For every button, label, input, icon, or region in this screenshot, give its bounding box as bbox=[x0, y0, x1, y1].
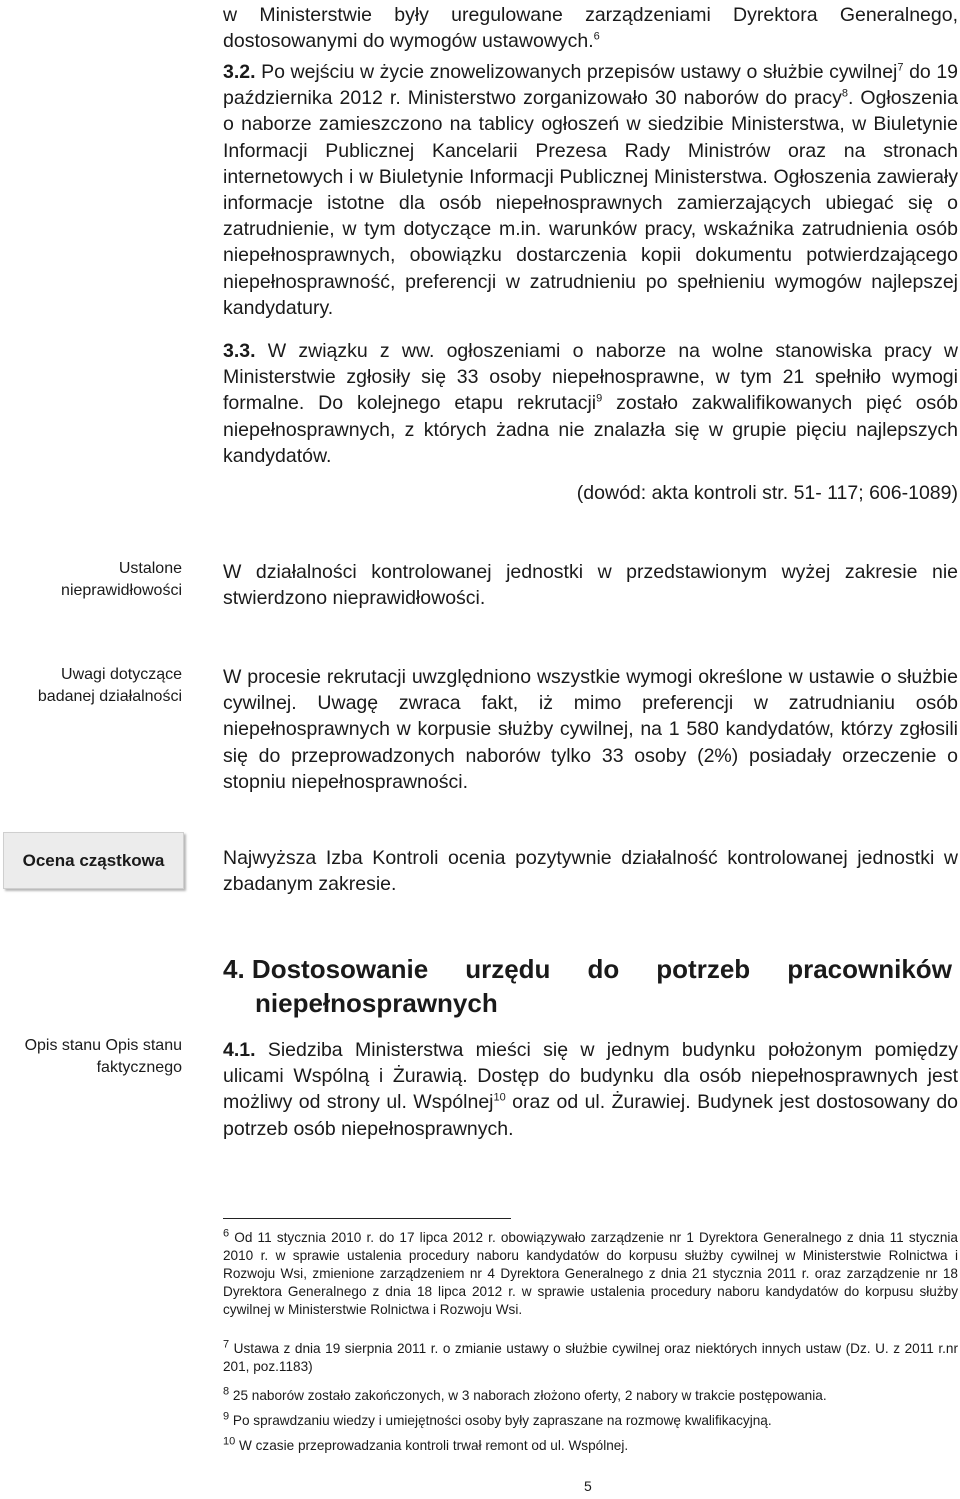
heading-number: 4. bbox=[223, 954, 245, 984]
remarks-text: W procesie rekrutacji uwzględniono wszystkie wymogi określone w ustawie o służbie cywilnej. Uwagę zwraca fakt, iż mimo preferencji w zatrudnianiu osób niepełnosprawnych w korpusie służby cywilnej, na 1 580 kandydatów, którzy zgłosili się do przeprowadzonych naborów tylko 33 osoby (2%) posiadały orzeczenie o stopniu niepełnosprawności. bbox=[223, 666, 958, 793]
section-number: 4.1. bbox=[223, 1039, 256, 1061]
footnote-text: Ustawa z dnia 19 sierpnia 2011 r. o zmianie ustawy o służbie cywilnej oraz niektórych innych ustaw (Dz. U. z 2011 r.nr 201, poz.1183) bbox=[223, 1341, 958, 1374]
factual-state-label: Opis stanu Opis stanu faktycznego bbox=[24, 1037, 182, 1076]
page-number: 5 bbox=[584, 1478, 592, 1494]
heading-title-continued: niepełnosprawnych bbox=[255, 988, 498, 1018]
footnote-7 bbox=[223, 1340, 958, 1376]
irregularities-label: Ustalone nieprawidłowości bbox=[61, 560, 182, 599]
footnote-10 bbox=[223, 1437, 958, 1455]
section-3-2 bbox=[223, 59, 958, 321]
section-text: W związku z ww. ogłoszeniami o naborze na wolne stanowiska pracy w Ministerstwie zgłosiły się 33 osoby niepełnosprawne, w tym 21 spełniło wymogi formalne. Do kolejnego etapu rekrutacji bbox=[223, 340, 959, 415]
section-text: zostało zakwalifikowanych pięć osób niepełnosprawnych, z których żadna nie znalazła się w grupie pięciu najlepszych kandydatów. bbox=[223, 392, 958, 467]
section-text: Po wejściu w życie znowelizowanych przepisów ustawy o służbie cywilnej bbox=[261, 61, 898, 83]
footnote-number: 6 bbox=[223, 1227, 230, 1240]
footnote-ref-6[interactable]: 6 bbox=[593, 30, 600, 43]
footnote-number: 9 bbox=[223, 1410, 230, 1423]
intro-text: w Ministerstwie były uregulowane zarządzeniami Dyrektora Generalnego, dostosowanymi do wymogów ustawowych. bbox=[223, 4, 958, 53]
section-4-heading bbox=[223, 952, 958, 1020]
footnote-text: Po sprawdzaniu wiedzy i umiejętności osoby były zapraszane na rozmowę kwalifikacyjną. bbox=[232, 1413, 772, 1428]
footnote-divider bbox=[223, 1218, 511, 1219]
evidence-note bbox=[223, 480, 958, 506]
footnote-text: Od 11 stycznia 2010 r. do 17 lipca 2012 r. obowiązywało zarządzenie nr 1 Dyrektora Generalnego z dnia 11 stycznia 2010 r. w sprawie ustalenia procedury naboru kandydatów do korpusu służby cywilnej w Ministerstwie Rolnictwa i Rozwoju Wsi, zmienione zarządzeniem nr 4 Dyrektora Generalnego z dnia 21 stycznia 2011 r. oraz zarządzenie nr 18 Dyrektora Generalnego z dnia 18 lipca 2012 r. w sprawie ustalenia procedury naboru kandydatów do korpusu służby cywilnej w Ministerstwie Rolnictwa i Rozwoju Wsi. bbox=[223, 1230, 958, 1317]
section-3-3 bbox=[223, 338, 958, 469]
footnote-6 bbox=[223, 1229, 958, 1319]
footnote-8 bbox=[223, 1387, 958, 1405]
section-text: oraz od ul. Żurawiej. Budynek jest dostosowany do potrzeb osób niepełnosprawnych. bbox=[223, 1091, 959, 1140]
assessment-section bbox=[223, 845, 958, 897]
assessment-label: Ocena cząstkowa bbox=[22, 850, 165, 870]
section-number: 3.2. bbox=[223, 61, 256, 83]
irregularities-text: W działalności kontrolowanej jednostki w przedstawionym wyżej zakresie nie stwierdzono nieprawidłowości. bbox=[223, 561, 958, 610]
footnote-ref-7[interactable]: 7 bbox=[897, 61, 904, 74]
section-text: Siedziba Ministerstwa mieści się w jednym budynku położonym pomiędzy ulicami Wspólną i Żurawią. Dostęp do budynku dla osób niepełnosprawnych jest możliwy od strony ul. Wspólnej bbox=[223, 1039, 959, 1114]
footnote-9 bbox=[223, 1412, 958, 1430]
remarks-label: Uwagi dotyczące badanej działalności bbox=[37, 666, 182, 705]
intro-paragraph bbox=[223, 2, 958, 54]
footnote-text: 25 naborów zostało zakończonych, w 3 naborach złożono oferty, 2 nabory w trakcie postępowania. bbox=[232, 1388, 827, 1403]
heading-title: Dostosowanie urzędu do potrzeb pracowników bbox=[251, 954, 952, 984]
footnote-text: W czasie przeprowadzania kontroli trwał remont od ul. Wspólnej. bbox=[239, 1438, 629, 1453]
footnote-number: 7 bbox=[223, 1338, 230, 1351]
assessment-text: Najwyższa Izba Kontroli ocenia pozytywnie działalność kontrolowanej jednostki w zbadanym zakresie. bbox=[223, 847, 958, 896]
section-text: do 19 października 2012 r. Ministerstwo zorganizowało 30 naborów do pracy bbox=[223, 61, 959, 110]
irregularities-section bbox=[223, 559, 958, 611]
section-4-1 bbox=[223, 1037, 958, 1142]
footnote-ref-8[interactable]: 8 bbox=[841, 87, 848, 100]
remarks-section bbox=[223, 664, 958, 795]
section-number: 3.3. bbox=[223, 340, 256, 362]
footnote-number: 10 bbox=[223, 1435, 236, 1448]
footnote-ref-9[interactable]: 9 bbox=[596, 392, 603, 405]
section-text: . Ogłoszenia o naborze zamieszczono na tablicy ogłoszeń w siedzibie Ministerstwa, w Biuletynie Informacji Publicznej Kancelarii Prezesa Rady Ministrów oraz na stronach internetowych i w Biuletynie Informacji Publicznej Ministerstwa. Ogłoszenia zawierały informacje istotne dla osób niepełnosprawnych zamierzających ubiegać się o zatrudnienie, w tym dotyczące m.in. warunków pracy, wskaźnika zatrudnienia osób niepełnosprawnych, obowiązku dostarczenia kopii dokumentu potwierdzającego niepełnosprawność, preferencji w zatrudnieniu po spełnieniu wymogów najlepszej kandydatury. bbox=[223, 87, 958, 319]
footnote-ref-10[interactable]: 10 bbox=[493, 1091, 506, 1104]
evidence-text: (dowód: akta kontroli str. 51- 117; 606-1089) bbox=[576, 482, 958, 504]
footnote-number: 8 bbox=[223, 1385, 230, 1398]
assessment-label-box bbox=[3, 832, 184, 889]
